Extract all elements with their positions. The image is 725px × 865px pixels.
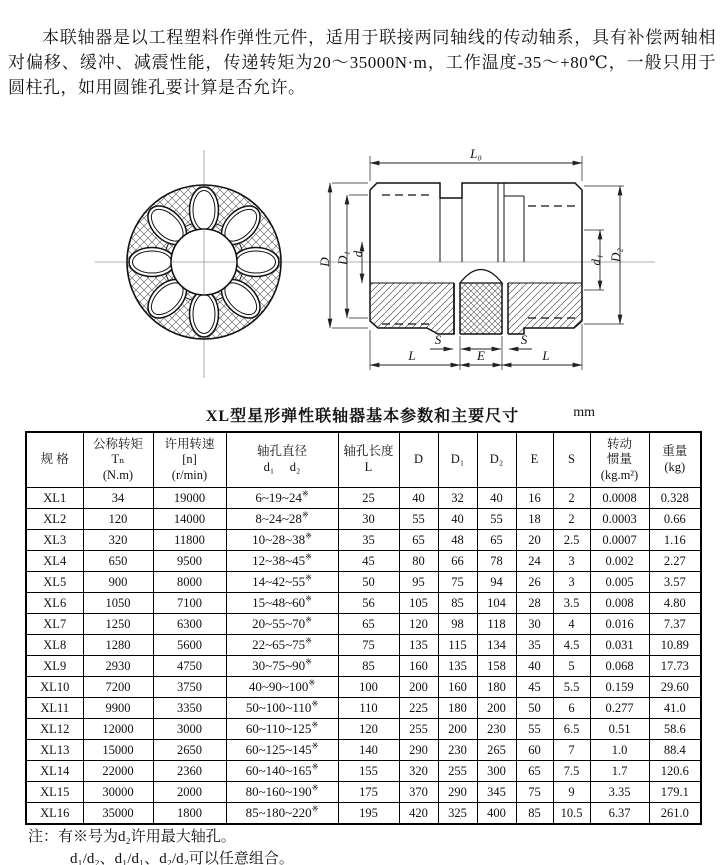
- cell-D: 80: [399, 551, 438, 572]
- cell-E: 40: [516, 656, 553, 677]
- cell-D2: 400: [477, 803, 516, 825]
- dim-label-E: E: [477, 348, 485, 363]
- cell-inertia: 0.031: [590, 635, 649, 656]
- cell-weight: 2.27: [649, 551, 701, 572]
- max-bore-mark: ※: [311, 741, 319, 751]
- cell-spec: XL5: [26, 572, 83, 593]
- cell-length: 65: [338, 614, 399, 635]
- cell-D1: 115: [438, 635, 477, 656]
- cell-speed: 4750: [153, 656, 226, 677]
- cell-S: 7: [553, 740, 590, 761]
- cell-E: 45: [516, 677, 553, 698]
- cell-torque: 35000: [83, 803, 153, 825]
- cell-bore: 60~110~125※: [226, 719, 338, 740]
- cell-E: 24: [516, 551, 553, 572]
- header-speed: 许用转速 [n] (r/min): [153, 432, 226, 488]
- table-row: [26, 740, 701, 761]
- cell-inertia: 0.159: [590, 677, 649, 698]
- cell-length: 75: [338, 635, 399, 656]
- header-D1: D₁: [438, 432, 477, 488]
- max-bore-mark: ※: [305, 531, 312, 541]
- max-bore-mark: ※: [311, 804, 319, 814]
- cell-bore: 22~65~75※: [226, 635, 338, 656]
- cell-D2: 180: [477, 677, 516, 698]
- cell-bore: 8~24~28※: [226, 509, 338, 530]
- cell-torque: 15000: [83, 740, 153, 761]
- cell-D: 65: [399, 530, 438, 551]
- max-bore-mark: ※: [301, 510, 309, 520]
- cell-E: 85: [516, 803, 553, 825]
- cell-length: 175: [338, 782, 399, 803]
- cell-weight: 58.6: [649, 719, 701, 740]
- cell-length: 56: [338, 593, 399, 614]
- cell-D: 105: [399, 593, 438, 614]
- cell-S: 3: [553, 551, 590, 572]
- dim-label-D2: D₂: [608, 248, 623, 262]
- cell-D: 370: [399, 782, 438, 803]
- cell-S: 5.5: [553, 677, 590, 698]
- cell-inertia: 0.51: [590, 719, 649, 740]
- cell-torque: 9900: [83, 698, 153, 719]
- max-bore-mark: ※: [301, 489, 309, 499]
- table-header-row: [26, 432, 701, 488]
- cell-length: 100: [338, 677, 399, 698]
- dim-label-L-left: L: [408, 348, 416, 363]
- cell-inertia: 1.7: [590, 761, 649, 782]
- cell-D2: 94: [477, 572, 516, 593]
- table-row: [26, 572, 701, 593]
- coupling-diagram: [0, 138, 725, 398]
- cell-D2: 158: [477, 656, 516, 677]
- dim-label-S-right: S: [520, 332, 528, 347]
- cell-speed: 7100: [153, 593, 226, 614]
- max-bore-mark: ※: [305, 594, 312, 604]
- cell-torque: 12000: [83, 719, 153, 740]
- dim-label-D1: D₁: [335, 251, 350, 265]
- max-bore-mark: ※: [305, 636, 312, 646]
- cell-E: 30: [516, 614, 553, 635]
- cell-torque: 1280: [83, 635, 153, 656]
- cell-bore: 60~140~165※: [226, 761, 338, 782]
- cell-torque: 650: [83, 551, 153, 572]
- cell-S: 3.5: [553, 593, 590, 614]
- cell-S: 3: [553, 572, 590, 593]
- cell-torque: 22000: [83, 761, 153, 782]
- cell-S: 6.5: [553, 719, 590, 740]
- cell-length: 85: [338, 656, 399, 677]
- cell-D: 55: [399, 509, 438, 530]
- cell-D: 120: [399, 614, 438, 635]
- cell-D2: 40: [477, 488, 516, 509]
- table-row: [26, 551, 701, 572]
- max-bore-mark: ※: [305, 573, 312, 583]
- cell-bore: 14~42~55※: [226, 572, 338, 593]
- cell-inertia: 0.068: [590, 656, 649, 677]
- header-bore: 轴孔直径 d₁ d₂: [226, 432, 338, 488]
- cell-inertia: 0.0007: [590, 530, 649, 551]
- cell-length: 45: [338, 551, 399, 572]
- front-view: [95, 150, 320, 378]
- cell-weight: 7.37: [649, 614, 701, 635]
- cell-S: 6: [553, 698, 590, 719]
- cell-S: 10.5: [553, 803, 590, 825]
- cell-E: 20: [516, 530, 553, 551]
- cell-length: 140: [338, 740, 399, 761]
- cell-spec: XL13: [26, 740, 83, 761]
- cell-inertia: 0.005: [590, 572, 649, 593]
- section-view: [317, 146, 655, 370]
- note-line-1: 注：有※号为d₂许用最大轴孔。: [28, 829, 236, 845]
- cell-S: 7.5: [553, 761, 590, 782]
- cell-D1: 325: [438, 803, 477, 825]
- cell-speed: 3750: [153, 677, 226, 698]
- cell-S: 2: [553, 488, 590, 509]
- cell-spec: XL16: [26, 803, 83, 825]
- cell-S: 2: [553, 509, 590, 530]
- cell-D1: 135: [438, 656, 477, 677]
- cell-speed: 6300: [153, 614, 226, 635]
- cell-D2: 265: [477, 740, 516, 761]
- cell-length: 25: [338, 488, 399, 509]
- cell-speed: 3000: [153, 719, 226, 740]
- cell-D2: 345: [477, 782, 516, 803]
- cell-inertia: 1.0: [590, 740, 649, 761]
- cell-torque: 1250: [83, 614, 153, 635]
- cell-bore: 15~48~60※: [226, 593, 338, 614]
- dim-label-S-left: S: [434, 332, 442, 347]
- max-bore-mark: ※: [305, 657, 312, 667]
- cell-bore: 30~75~90※: [226, 656, 338, 677]
- cell-torque: 30000: [83, 782, 153, 803]
- cell-D1: 200: [438, 719, 477, 740]
- cell-E: 60: [516, 740, 553, 761]
- cell-weight: 1.16: [649, 530, 701, 551]
- table-row: [26, 656, 701, 677]
- cell-torque: 900: [83, 572, 153, 593]
- cell-D2: 65: [477, 530, 516, 551]
- cell-E: 50: [516, 698, 553, 719]
- cell-D2: 55: [477, 509, 516, 530]
- cell-D2: 134: [477, 635, 516, 656]
- cell-D2: 300: [477, 761, 516, 782]
- cell-bore: 10~28~38※: [226, 530, 338, 551]
- cell-inertia: 6.37: [590, 803, 649, 825]
- cell-speed: 19000: [153, 488, 226, 509]
- cell-torque: 34: [83, 488, 153, 509]
- cell-E: 75: [516, 782, 553, 803]
- header-D2: D₂: [477, 432, 516, 488]
- cell-D1: 40: [438, 509, 477, 530]
- cell-speed: 3350: [153, 698, 226, 719]
- max-bore-mark: ※: [308, 678, 316, 688]
- cell-D: 160: [399, 656, 438, 677]
- table-row: [26, 509, 701, 530]
- cell-D2: 230: [477, 719, 516, 740]
- cell-bore: 80~160~190※: [226, 782, 338, 803]
- header-torque: 公称转矩 Tₙ (N.m): [83, 432, 153, 488]
- cell-speed: 9500: [153, 551, 226, 572]
- cell-weight: 10.89: [649, 635, 701, 656]
- cell-speed: 11800: [153, 530, 226, 551]
- max-bore-mark: ※: [305, 552, 312, 562]
- cell-speed: 14000: [153, 509, 226, 530]
- note-line-2: d₁/d₂、d₁/d₁、d₂/d₂可以任意组合。: [70, 851, 294, 865]
- cell-speed: 5600: [153, 635, 226, 656]
- cell-spec: XL3: [26, 530, 83, 551]
- cell-E: 28: [516, 593, 553, 614]
- cell-D2: 78: [477, 551, 516, 572]
- cell-D: 320: [399, 761, 438, 782]
- cell-D: 255: [399, 719, 438, 740]
- cell-D1: 32: [438, 488, 477, 509]
- cell-D1: 75: [438, 572, 477, 593]
- cell-weight: 88.4: [649, 740, 701, 761]
- cell-bore: 6~19~24※: [226, 488, 338, 509]
- cell-weight: 179.1: [649, 782, 701, 803]
- dim-label-L0: L₀: [470, 146, 482, 161]
- table-row: [26, 761, 701, 782]
- cell-E: 18: [516, 509, 553, 530]
- cell-length: 110: [338, 698, 399, 719]
- max-bore-mark: ※: [305, 615, 312, 625]
- cell-D: 420: [399, 803, 438, 825]
- cell-bore: 50~100~110※: [226, 698, 338, 719]
- cell-spec: XL11: [26, 698, 83, 719]
- cell-length: 35: [338, 530, 399, 551]
- cell-S: 9: [553, 782, 590, 803]
- cell-spec: XL12: [26, 719, 83, 740]
- cell-E: 16: [516, 488, 553, 509]
- table-row: [26, 782, 701, 803]
- header-D: D: [399, 432, 438, 488]
- max-bore-mark: ※: [311, 720, 319, 730]
- table-row: [26, 719, 701, 740]
- max-bore-mark: ※: [311, 699, 319, 709]
- cell-E: 65: [516, 761, 553, 782]
- cell-bore: 60~125~145※: [226, 740, 338, 761]
- cell-D1: 160: [438, 677, 477, 698]
- cell-weight: 261.0: [649, 803, 701, 825]
- cell-weight: 17.73: [649, 656, 701, 677]
- cell-speed: 2360: [153, 761, 226, 782]
- cell-speed: 2000: [153, 782, 226, 803]
- cell-D2: 200: [477, 698, 516, 719]
- cell-inertia: 0.277: [590, 698, 649, 719]
- header-inertia: 转动 惯量 (kg.m²): [590, 432, 649, 488]
- dim-label-L-right: L: [542, 348, 550, 363]
- cell-E: 35: [516, 635, 553, 656]
- cell-length: 195: [338, 803, 399, 825]
- table-row: [26, 530, 701, 551]
- cell-torque: 320: [83, 530, 153, 551]
- dim-label-d: d: [350, 250, 365, 258]
- cell-D1: 290: [438, 782, 477, 803]
- table-row: [26, 677, 701, 698]
- cell-D1: 255: [438, 761, 477, 782]
- cell-spec: XL6: [26, 593, 83, 614]
- table-row: [26, 488, 701, 509]
- cell-length: 50: [338, 572, 399, 593]
- cell-spec: XL14: [26, 761, 83, 782]
- cell-inertia: 0.0003: [590, 509, 649, 530]
- cell-length: 155: [338, 761, 399, 782]
- cell-spec: XL7: [26, 614, 83, 635]
- cell-weight: 3.57: [649, 572, 701, 593]
- cell-E: 55: [516, 719, 553, 740]
- cell-torque: 1050: [83, 593, 153, 614]
- cell-spec: XL1: [26, 488, 83, 509]
- cell-weight: 120.6: [649, 761, 701, 782]
- cell-spec: XL15: [26, 782, 83, 803]
- cell-length: 120: [338, 719, 399, 740]
- cell-D: 40: [399, 488, 438, 509]
- table-row: [26, 593, 701, 614]
- cell-S: 4.5: [553, 635, 590, 656]
- cell-spec: XL4: [26, 551, 83, 572]
- cell-length: 30: [338, 509, 399, 530]
- cell-D: 95: [399, 572, 438, 593]
- cell-D: 135: [399, 635, 438, 656]
- cell-D: 225: [399, 698, 438, 719]
- cell-spec: XL9: [26, 656, 83, 677]
- cell-speed: 2650: [153, 740, 226, 761]
- dim-label-d1: d₁: [588, 254, 603, 266]
- cell-S: 2.5: [553, 530, 590, 551]
- cell-bore: 85~180~220※: [226, 803, 338, 825]
- cell-bore: 40~90~100※: [226, 677, 338, 698]
- table-row: [26, 803, 701, 825]
- cell-inertia: 0.016: [590, 614, 649, 635]
- max-bore-mark: ※: [311, 783, 319, 793]
- cell-inertia: 0.008: [590, 593, 649, 614]
- header-weight: 重量 (kg): [649, 432, 701, 488]
- cell-torque: 7200: [83, 677, 153, 698]
- header-E: E: [516, 432, 553, 488]
- cell-spec: XL10: [26, 677, 83, 698]
- cell-D1: 66: [438, 551, 477, 572]
- cell-E: 26: [516, 572, 553, 593]
- header-spec: 规 格: [26, 432, 83, 488]
- cell-bore: 20~55~70※: [226, 614, 338, 635]
- cell-D: 200: [399, 677, 438, 698]
- cell-spec: XL2: [26, 509, 83, 530]
- table-notes: [28, 826, 294, 865]
- cell-bore: 12~38~45※: [226, 551, 338, 572]
- cell-D1: 85: [438, 593, 477, 614]
- cell-spec: XL8: [26, 635, 83, 656]
- spec-table: [25, 431, 702, 825]
- cell-torque: 120: [83, 509, 153, 530]
- cell-speed: 1800: [153, 803, 226, 825]
- table-row: [26, 698, 701, 719]
- cell-D1: 230: [438, 740, 477, 761]
- cell-D2: 118: [477, 614, 516, 635]
- header-S: S: [553, 432, 590, 488]
- cell-torque: 2930: [83, 656, 153, 677]
- cell-D1: 180: [438, 698, 477, 719]
- dim-label-D: D: [317, 257, 332, 267]
- table-title: XL型星形弹性联轴器基本参数和主要尺寸: [205, 408, 520, 425]
- cell-D2: 104: [477, 593, 516, 614]
- header-length: 轴孔长度 L: [338, 432, 399, 488]
- cell-weight: 29.60: [649, 677, 701, 698]
- cell-inertia: 3.35: [590, 782, 649, 803]
- cell-inertia: 0.002: [590, 551, 649, 572]
- cell-weight: 4.80: [649, 593, 701, 614]
- max-bore-mark: ※: [311, 762, 319, 772]
- intro-paragraph: 本联轴器是以工程塑料作弹性元件，适用于联接两同轴线的传动轴系，具有补偿两轴相对偏移、缓冲、减震性能，传递转矩为20～35000N·m，工作温度-35～+80℃，一般只用于圆柱孔，如用圆锥孔要计算是否允许。: [8, 28, 716, 97]
- cell-inertia: 0.0008: [590, 488, 649, 509]
- cell-D1: 48: [438, 530, 477, 551]
- cell-weight: 41.0: [649, 698, 701, 719]
- table-row: [26, 614, 701, 635]
- table-row: [26, 635, 701, 656]
- cell-D: 290: [399, 740, 438, 761]
- cell-weight: 0.66: [649, 509, 701, 530]
- table-title-row: [25, 403, 700, 425]
- cell-speed: 8000: [153, 572, 226, 593]
- cell-weight: 0.328: [649, 488, 701, 509]
- table-unit: mm: [573, 405, 595, 420]
- cell-D1: 98: [438, 614, 477, 635]
- cell-S: 4: [553, 614, 590, 635]
- cell-S: 5: [553, 656, 590, 677]
